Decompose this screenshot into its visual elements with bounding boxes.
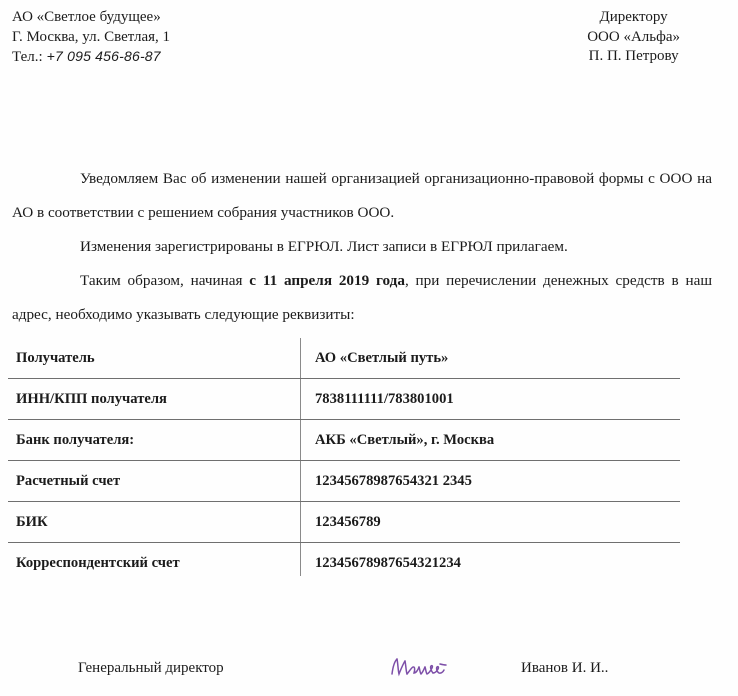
table-row [8,543,680,583]
table-row [8,338,680,379]
body-paragraph-3 [12,264,712,332]
row-label: Банк получателя: [16,431,135,448]
body-paragraph-2: Изменения зарегистрированы в ЕГРЮЛ. Лист записи в ЕГРЮЛ прилагаем. [80,238,568,255]
row-label: БИК [16,513,48,530]
phone-label: Тел.: [12,49,43,65]
requisites-table [8,338,680,583]
signature-ivanov-icon [388,655,452,681]
row-value: АКБ «Светлый», г. Москва [315,431,495,448]
table-row [8,502,680,543]
row-value: 12345678987654321234 [315,554,461,571]
recipient-person: П. П. Петрову [588,48,679,64]
recipient-company: ООО «Альфа» [587,28,680,45]
recipient-block [587,8,680,67]
row-value: АО «Светлый путь» [315,349,449,366]
letterhead [0,8,738,78]
sender-address: Г. Москва, ул. Светлая, 1 [12,28,171,45]
row-value: 123456789 [315,513,381,530]
signatory-name: Иванов И. И.. [521,660,609,676]
row-value: 7838111111/783801001 [315,390,454,407]
recipient-position: Директору [599,9,668,25]
letter-body [12,162,712,332]
row-label: Расчетный счет [16,472,121,489]
sender-company: АО «Светлое будущее» [12,9,161,25]
paragraph-3-lead: Таким образом, начиная [80,272,250,289]
signature-block [0,660,738,690]
table-row [8,420,680,461]
row-label: ИНН/КПП получателя [16,390,167,407]
table-row [8,461,680,502]
row-label: Корреспондентский счет [16,554,180,571]
row-label: Получатель [16,349,95,366]
paragraph-3-tail: , при перечислении денежных средств в наш адрес, необходимо указывать следующие реквизиты: [12,272,713,323]
body-paragraph-1: Уведомляем Вас об изменении нашей организацией организационно-правовой формы с ООО на АО в соответствии с решением собрания участников ООО. [12,170,712,221]
sender-block [12,8,170,68]
sender-phone [12,47,170,68]
row-value: 12345678987654321 2345 [315,472,472,489]
signatory-title: Генеральный директор [78,660,224,676]
effective-date: с 11 апреля 2019 года [249,272,405,289]
phone-number: +7 095 456-86-87 [46,48,161,64]
table-row [8,379,680,420]
